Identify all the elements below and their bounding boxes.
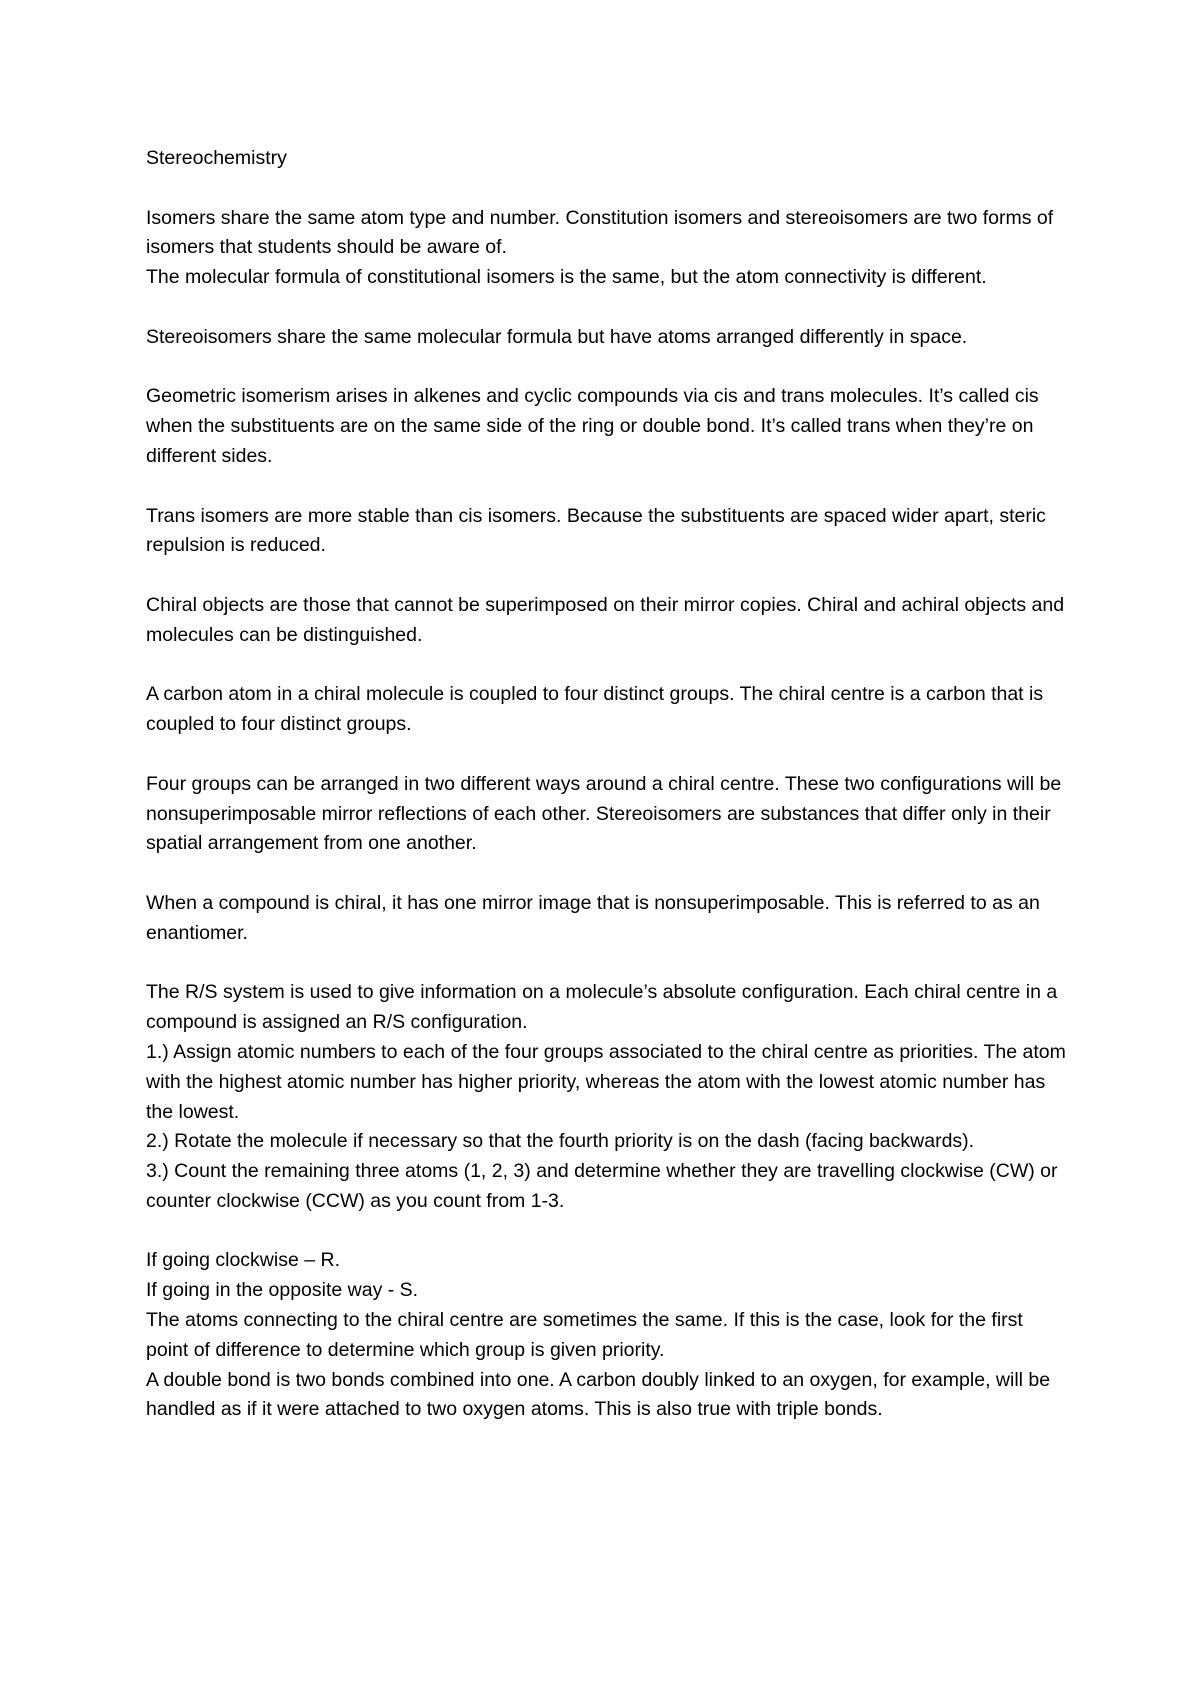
paragraph-spacer xyxy=(146,353,1066,383)
paragraph-spacer xyxy=(146,740,1066,770)
paragraph-spacer xyxy=(146,651,1066,681)
paragraph: Four groups can be arranged in two different ways around a chiral centre. These two configurations will be nonsuperimposable mirror reflections of each other. Stereoisomers are substances that differ only in their spatial arrangement from one another. xyxy=(146,772,1062,855)
paragraph: If going in the opposite way - S. xyxy=(146,1279,419,1302)
paragraph: Trans isomers are more stable than cis isomers. Because the substituents are spaced wider apart, steric repulsion is reduced. xyxy=(146,504,1046,557)
list-item: 1.) Assign atomic numbers to each of the four groups associated to the chiral centre as priorities. The atom with the highest atomic number has higher priority, whereas the atom with the lowest atomic number has the lowest. xyxy=(146,1040,1066,1123)
paragraph: The R/S system is used to give information on a molecule’s absolute configuration. Each chiral centre in a compound is assigned an R/S configuration. xyxy=(146,981,1058,1034)
paragraph-spacer xyxy=(146,293,1066,323)
document-body xyxy=(146,144,1066,1425)
list-item: 2.) Rotate the molecule if necessary so that the fourth priority is on the dash (facing backwards). xyxy=(146,1130,975,1153)
paragraph: Geometric isomerism arises in alkenes and cyclic compounds via cis and trans molecules. It’s called cis when the substituents are on the same side of the ring or double bond. It’s called trans when they’re on different sides. xyxy=(146,385,1039,467)
paragraph-spacer xyxy=(146,949,1066,979)
paragraph-spacer xyxy=(146,1217,1066,1247)
paragraph: Isomers share the same atom type and number. Constitution isomers and stereoisomers are two forms of isomers that students should be aware of. xyxy=(146,206,1054,259)
paragraph: A double bond is two bonds combined into one. A carbon doubly linked to an oxygen, for example, will be handled as if it were attached to two oxygen atoms. This is also true with triple bonds. xyxy=(146,1368,1051,1421)
paragraph: Chiral objects are those that cannot be superimposed on their mirror copies. Chiral and achiral objects and molecules can be distinguished. xyxy=(146,593,1065,646)
list-item: 3.) Count the remaining three atoms (1, 2, 3) and determine whether they are travelling clockwise (CW) or counter clockwise (CCW) as you count from 1-3. xyxy=(146,1160,1058,1212)
paragraph-spacer xyxy=(146,174,1066,204)
paragraph: When a compound is chiral, it has one mirror image that is nonsuperimposable. This is referred to as an enantiomer. xyxy=(146,891,1040,944)
paragraph-spacer xyxy=(146,472,1066,502)
paragraph: A carbon atom in a chiral molecule is coupled to four distinct groups. The chiral centre is a carbon that is coupled to four distinct groups. xyxy=(146,683,1044,736)
paragraph: The atoms connecting to the chiral centre are sometimes the same. If this is the case, look for the first point of difference to determine which group is given priority. xyxy=(146,1309,1023,1361)
paragraph: If going clockwise – R. xyxy=(146,1249,341,1272)
paragraph: Stereoisomers share the same molecular formula but have atoms arranged differently in space. xyxy=(146,325,968,348)
paragraph: The molecular formula of constitutional isomers is the same, but the atom connectivity is different. xyxy=(146,266,987,289)
document-title: Stereochemistry xyxy=(146,147,287,169)
paragraph-spacer xyxy=(146,561,1066,591)
paragraph-spacer xyxy=(146,859,1066,889)
